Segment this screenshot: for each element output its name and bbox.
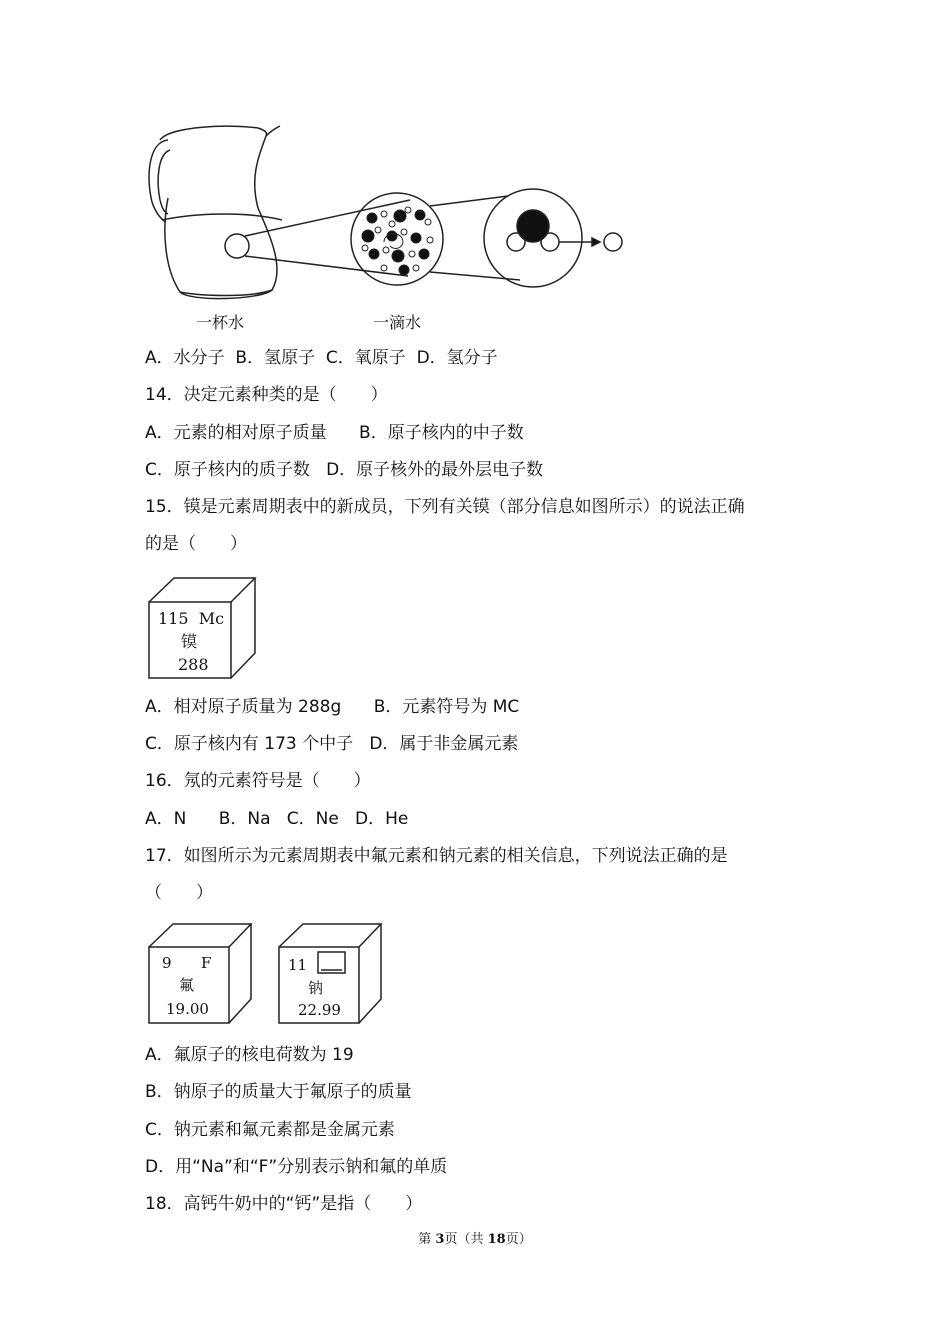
q14-stem: 14．决定元素种类的是（ ） bbox=[145, 385, 388, 405]
q16-stem: 16．氖的元素符号是（ ） bbox=[145, 771, 371, 791]
page-footer bbox=[0, 1228, 950, 1247]
q17-option-d: D．用“Na”和“F”分别表示钠和氟的单质 bbox=[145, 1157, 448, 1177]
f-symbol: F bbox=[201, 954, 212, 972]
f-number: 9 bbox=[162, 954, 172, 972]
q17-stem-line2: （ ） bbox=[145, 883, 213, 903]
caption-cup-of-water: 一杯水 bbox=[196, 313, 245, 332]
q17-option-c: C．钠元素和氟元素都是金属元素 bbox=[145, 1120, 395, 1140]
footer-middle: 页（共 bbox=[444, 1232, 488, 1247]
q15-options-line1: A．相对原子质量为 288g B．元素符号为 MC bbox=[145, 697, 520, 717]
q18-stem: 18．高钙牛奶中的“钙”是指（ ） bbox=[145, 1194, 423, 1214]
q15-options-line2: C．原子核内有 173 个中子 D．属于非金属元素 bbox=[145, 734, 519, 754]
element-card-fluorine bbox=[146, 921, 254, 1025]
footer-suffix: 页） bbox=[505, 1232, 532, 1247]
f-mass: 19.00 bbox=[166, 1000, 209, 1018]
footer-page-number: 3 bbox=[435, 1232, 445, 1247]
mc-mass: 288 bbox=[178, 655, 209, 674]
na-number: 11 bbox=[288, 956, 308, 974]
q13-options: A．水分子 B．氢原子 C．氧原子 D．氢分子 bbox=[145, 348, 498, 368]
na-name: 钠 bbox=[308, 979, 324, 997]
element-card-mc bbox=[146, 575, 258, 681]
q15-stem-line1: 15．镆是元素周期表中的新成员，下列有关镆（部分信息如图所示）的说法正确 bbox=[145, 497, 745, 517]
q16-options: A．N B．Na C．Ne D．He bbox=[145, 809, 409, 829]
q17-option-b: B．钠原子的质量大于氟原子的质量 bbox=[145, 1082, 412, 1102]
caption-drop-of-water: 一滴水 bbox=[373, 313, 422, 332]
q17-option-a: A．氟原子的核电荷数为 19 bbox=[145, 1045, 354, 1065]
q15-stem-line2: 的是（ ） bbox=[145, 534, 247, 554]
mc-number-symbol: 115 Mc bbox=[158, 609, 225, 628]
q17-stem-line1: 17．如图所示为元素周期表中氟元素和钠元素的相关信息，下列说法正确的是 bbox=[145, 846, 728, 866]
f-name: 氟 bbox=[179, 976, 195, 994]
element-card-sodium bbox=[276, 921, 384, 1025]
water-molecule-figure bbox=[140, 118, 640, 308]
footer-total-pages: 18 bbox=[487, 1232, 506, 1247]
q14-options-line1: A．元素的相对原子质量 B．原子核内的中子数 bbox=[145, 423, 524, 443]
q14-options-line2: C．原子核内的质子数 D．原子核外的最外层电子数 bbox=[145, 460, 544, 480]
mc-name: 镆 bbox=[181, 632, 198, 651]
footer-prefix: 第 bbox=[418, 1232, 436, 1247]
na-mass: 22.99 bbox=[298, 1001, 341, 1019]
